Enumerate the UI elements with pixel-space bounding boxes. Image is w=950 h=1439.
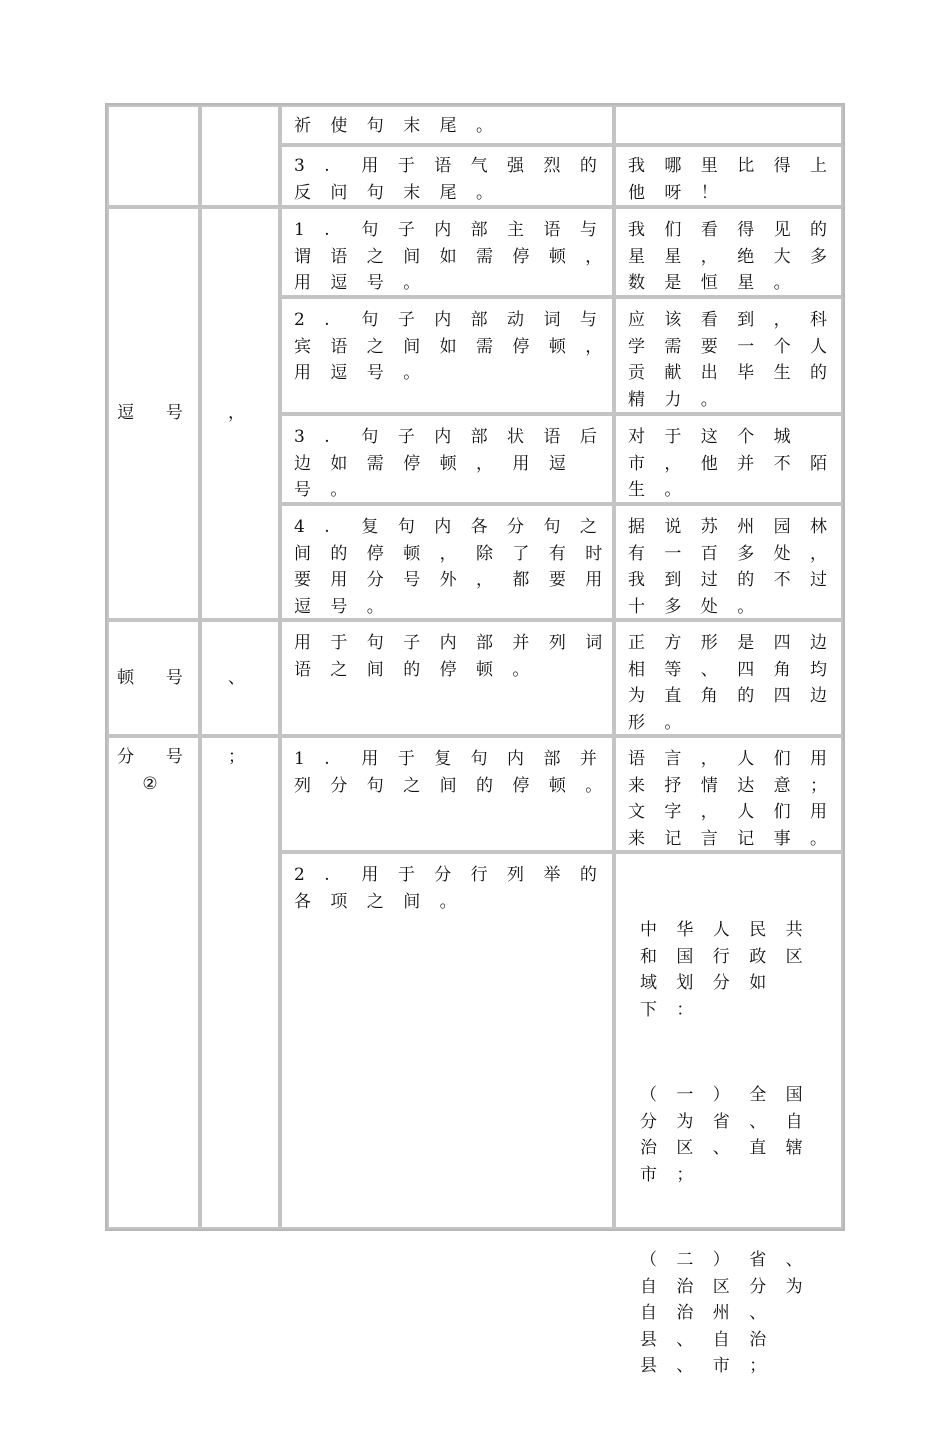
example-cell: 我 们 看 得 见 的 星 星 ， 绝 大 多 数 是 恒 星 。	[614, 207, 843, 297]
usage-cell: 2 . 句 子 内 部 动 词 与 宾 语 之 间 如 需 停 顿 ， 用 逗 号 。	[280, 297, 614, 414]
name-cell-continued	[107, 105, 200, 207]
usage-cell: 用 于 句 子 内 部 并 列 词 语 之 间 的 停 顿 。	[280, 620, 614, 736]
punctuation-name: 顿 号	[107, 620, 200, 736]
example-cell: 应 该 看 到 ， 科 学 需 要 一 个 人 贡 献 出 毕 生 的 精 力 。	[614, 297, 843, 414]
punctuation-symbol: ，	[200, 207, 280, 620]
usage-cell: 祈 使 句 末 尾 。	[280, 105, 614, 145]
usage-cell: 4 . 复 句 内 各 分 句 之 间 的 停 顿 ， 除 了 有 时 要 用 分 号 外 ， 都 要 用 逗 号 。	[280, 504, 614, 620]
symbol-cell-continued	[200, 105, 280, 207]
punctuation-symbol: 、	[200, 620, 280, 736]
example-paragraph: 中 华 人 民 共 和 国 行 政 区 域 划 分 如 下 ：	[640, 920, 810, 1020]
example-cell	[614, 852, 843, 1376]
punctuation-table	[105, 103, 845, 1376]
example-paragraph: （ 二 ） 省 、 自 治 区 分 为 自 治 州 、 县 、 自 治 县 、 市 ；	[640, 1250, 810, 1376]
punctuation-symbol: ；	[200, 736, 280, 1229]
usage-cell: 1 . 用 于 复 句 内 部 并 列 分 句 之 间 的 停 顿 。	[280, 736, 614, 852]
example-cell: 对 于 这 个 城 市 ， 他 并 不 陌 生 。	[614, 414, 843, 504]
punctuation-name: 逗 号	[107, 207, 200, 620]
example-cell: 正 方 形 是 四 边 相 等 、 四 角 均 为 直 角 的 四 边 形 。	[614, 620, 843, 736]
example-paragraph: （ 一 ） 全 国 分 为 省 、 自 治 区 、 直 辖 市 ；	[640, 1085, 810, 1185]
example-cell	[614, 105, 843, 145]
example-cell: 据 说 苏 州 园 林 有 一 百 多 处 ， 我 到 过 的 不 过 十 多 处 。	[614, 504, 843, 620]
usage-cell: 3 . 句 子 内 部 状 语 后 边 如 需 停 顿 ， 用 逗 号 。	[280, 414, 614, 504]
example-cell: 语 言 ， 人 们 用 来 抒 情 达 意 ； 文 字 ， 人 们 用 来 记 言 记 事 。	[614, 736, 843, 852]
example-cell: 我 哪 里 比 得 上 他 呀 ！	[614, 145, 843, 207]
usage-cell: 1 . 句 子 内 部 主 语 与 谓 语 之 间 如 需 停 顿 ， 用 逗 号 。	[280, 207, 614, 297]
usage-cell: 3 . 用 于 语 气 强 烈 的 反 问 句 末 尾 。	[280, 145, 614, 207]
usage-cell: 2 . 用 于 分 行 列 举 的 各 项 之 间 。	[280, 852, 614, 1229]
punctuation-name: 分 号 ②	[107, 736, 200, 1229]
